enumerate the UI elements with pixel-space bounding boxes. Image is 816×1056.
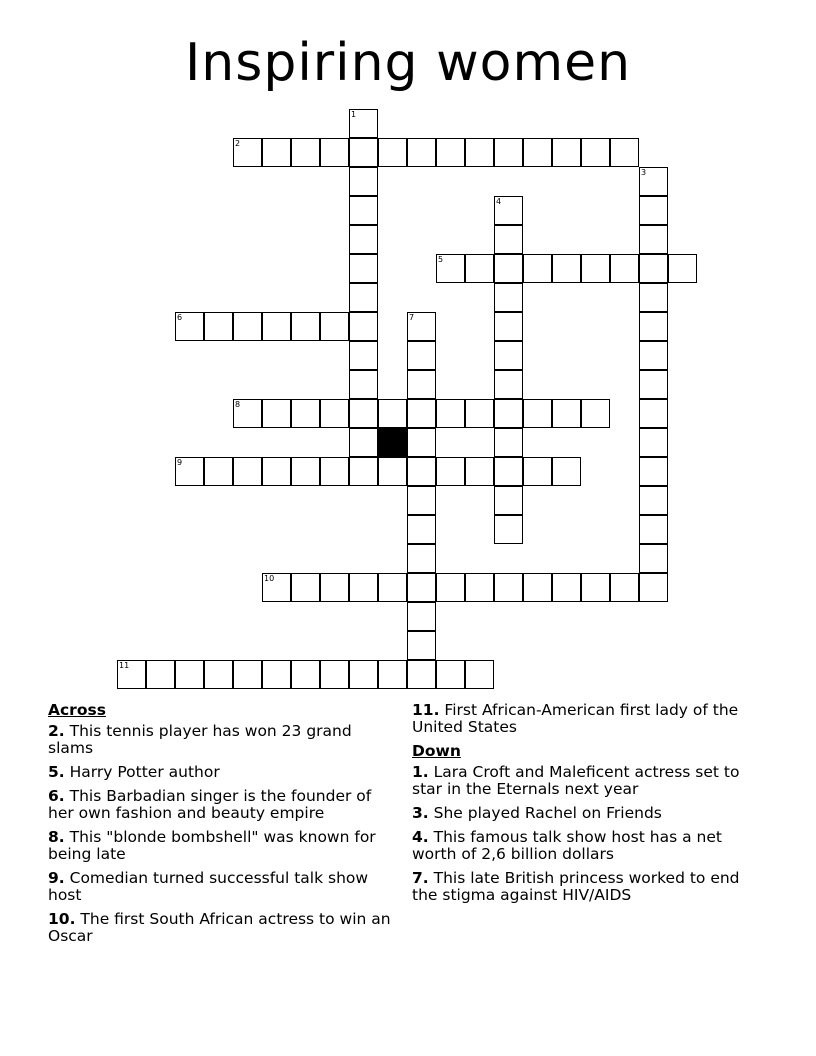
grid-cell[interactable] [639, 254, 668, 283]
grid-cell[interactable] [639, 341, 668, 370]
clue-across-2: 2. This tennis player has won 23 grand slams [48, 722, 352, 757]
grid-cell[interactable] [494, 399, 523, 428]
grid-cell[interactable] [407, 631, 436, 660]
grid-cell[interactable] [552, 399, 581, 428]
grid-cell[interactable] [494, 428, 523, 457]
grid-cell[interactable] [494, 573, 523, 602]
grid-cell[interactable] [639, 428, 668, 457]
grid-cell[interactable] [552, 457, 581, 486]
grid-cell[interactable] [204, 312, 233, 341]
grid-cell[interactable] [436, 457, 465, 486]
clue-text: Harry Potter author [69, 763, 220, 781]
grid-cell[interactable] [639, 167, 668, 196]
cell-number: 3 [641, 168, 647, 177]
cell-number: 11 [119, 661, 130, 670]
grid-cell[interactable] [523, 573, 552, 602]
grid-cell[interactable] [581, 254, 610, 283]
grid-cell[interactable] [291, 660, 320, 689]
grid-cell[interactable] [407, 486, 436, 515]
grid-cell[interactable] [349, 399, 378, 428]
clue-number: 7 [412, 869, 423, 887]
grid-cell[interactable] [349, 196, 378, 225]
grid-cell[interactable] [494, 341, 523, 370]
clue-number: 11 [412, 701, 434, 719]
grid-cell[interactable] [349, 457, 378, 486]
grid-cell[interactable] [320, 399, 349, 428]
clues-right-column [412, 702, 762, 911]
grid-cell[interactable] [349, 138, 378, 167]
grid-cell[interactable] [349, 312, 378, 341]
grid-cell[interactable] [378, 138, 407, 167]
grid-cell[interactable] [610, 573, 639, 602]
grid-cell[interactable] [639, 457, 668, 486]
grid-cell[interactable] [494, 370, 523, 399]
grid-cell[interactable] [610, 138, 639, 167]
grid-cell[interactable] [581, 399, 610, 428]
grid-cell[interactable] [639, 573, 668, 602]
clue-across-10: 10. The first South African actress to win an Oscar [48, 910, 391, 945]
grid-cell[interactable] [639, 515, 668, 544]
grid-cell[interactable] [668, 254, 697, 283]
clue-text: This "blonde bombshell" was known for being late [48, 828, 376, 863]
clue-down-4: 4. This famous talk show host has a net worth of 2,6 billion dollars [412, 828, 722, 863]
grid-cell[interactable] [233, 138, 262, 167]
grid-cell[interactable] [349, 254, 378, 283]
across-heading: Across [48, 701, 106, 719]
clue-down-1: 1. Lara Croft and Maleficent actress set to star in the Eternals next year [412, 763, 740, 798]
grid-cell[interactable] [465, 457, 494, 486]
grid-cell[interactable] [523, 399, 552, 428]
grid-cell[interactable] [610, 254, 639, 283]
grid-cell[interactable] [407, 399, 436, 428]
grid-cell[interactable] [407, 602, 436, 631]
grid-cell[interactable] [233, 399, 262, 428]
grid-cell[interactable] [494, 283, 523, 312]
grid-cell[interactable] [320, 457, 349, 486]
grid-cell[interactable] [494, 138, 523, 167]
grid-cell[interactable] [175, 312, 204, 341]
grid-cell[interactable] [349, 109, 378, 138]
grid-cell[interactable] [639, 544, 668, 573]
grid-cell[interactable] [407, 341, 436, 370]
clue-number: 1 [412, 763, 423, 781]
grid-cell[interactable] [407, 312, 436, 341]
grid-cell[interactable] [436, 254, 465, 283]
grid-cell[interactable] [262, 660, 291, 689]
grid-cell[interactable] [639, 486, 668, 515]
grid-cell[interactable] [262, 138, 291, 167]
clue-number: 9 [48, 869, 59, 887]
grid-cell[interactable] [378, 660, 407, 689]
grid-cell[interactable] [407, 544, 436, 573]
grid-cell[interactable] [581, 573, 610, 602]
grid-cell[interactable] [349, 573, 378, 602]
grid-cell[interactable] [378, 457, 407, 486]
grid-cell[interactable] [465, 660, 494, 689]
clue-number: 2 [48, 722, 59, 740]
clue-number: 6 [48, 787, 59, 805]
clue-across-9: 9. Comedian turned successful talk show host [48, 869, 369, 904]
grid-cell[interactable] [552, 573, 581, 602]
clue-number: 5 [48, 763, 59, 781]
clue-number: 3 [412, 804, 423, 822]
grid-cell[interactable] [233, 457, 262, 486]
grid-cell[interactable] [349, 370, 378, 399]
clue-across-6: 6. This Barbadian singer is the founder of her own fashion and beauty empire [48, 787, 372, 822]
grid-cell[interactable] [233, 660, 262, 689]
grid-cell[interactable] [262, 312, 291, 341]
cell-number: 5 [438, 255, 444, 264]
grid-cell[interactable] [291, 399, 320, 428]
grid-cell[interactable] [494, 457, 523, 486]
grid-cell[interactable] [552, 138, 581, 167]
grid-cell[interactable] [378, 399, 407, 428]
grid-cell[interactable] [523, 457, 552, 486]
grid-cell[interactable] [581, 138, 610, 167]
cell-number: 6 [177, 313, 183, 322]
grid-cell[interactable] [320, 573, 349, 602]
grid-cell[interactable] [494, 486, 523, 515]
grid-cell[interactable] [639, 370, 668, 399]
grid-cell[interactable] [320, 660, 349, 689]
grid-cell[interactable] [523, 138, 552, 167]
clue-number: 10 [48, 910, 70, 928]
grid-cell[interactable] [465, 138, 494, 167]
grid-cell[interactable] [175, 457, 204, 486]
grid-cell[interactable] [407, 457, 436, 486]
down-heading: Down [412, 742, 461, 760]
grid-cell[interactable] [349, 660, 378, 689]
cell-number: 10 [264, 574, 275, 583]
clue-text: First African-American first lady of the United States [412, 701, 739, 736]
grid-cell[interactable] [262, 573, 291, 602]
black-square [378, 428, 407, 457]
clue-across-11: 11. First African-American first lady of the United States [412, 701, 739, 736]
cell-number: 2 [235, 139, 241, 148]
grid-cell[interactable] [349, 428, 378, 457]
cell-number: 4 [496, 197, 502, 206]
grid-cell[interactable] [639, 283, 668, 312]
grid-cell[interactable] [407, 428, 436, 457]
grid-cell[interactable] [349, 283, 378, 312]
cell-number: 1 [351, 110, 357, 119]
grid-cell[interactable] [407, 515, 436, 544]
grid-cell[interactable] [465, 573, 494, 602]
grid-cell[interactable] [204, 660, 233, 689]
cell-number: 7 [409, 313, 415, 322]
clue-across-8: 8. This "blonde bombshell" was known for being late [48, 828, 376, 863]
grid-cell[interactable] [349, 167, 378, 196]
grid-cell[interactable] [639, 312, 668, 341]
grid-cell[interactable] [639, 399, 668, 428]
grid-cell[interactable] [378, 573, 407, 602]
grid-cell[interactable] [262, 457, 291, 486]
grid-cell[interactable] [494, 254, 523, 283]
grid-cell[interactable] [639, 196, 668, 225]
clue-text: This late British princess worked to end the stigma against HIV/AIDS [412, 869, 740, 904]
clue-number: 4 [412, 828, 423, 846]
grid-cell[interactable] [436, 573, 465, 602]
page-title: Inspiring women [184, 33, 632, 93]
clue-number: 8 [48, 828, 59, 846]
grid-cell[interactable] [291, 312, 320, 341]
clue-down-7: 7. This late British princess worked to end the stigma against HIV/AIDS [412, 869, 740, 904]
clue-text: This tennis player has won 23 grand slams [48, 722, 352, 757]
grid-cell[interactable] [117, 660, 146, 689]
grid-cell[interactable] [320, 312, 349, 341]
grid-cell[interactable] [204, 457, 233, 486]
grid-cell[interactable] [291, 457, 320, 486]
grid-cell[interactable] [407, 138, 436, 167]
grid-cell[interactable] [523, 254, 552, 283]
cell-number: 8 [235, 400, 241, 409]
grid-cell[interactable] [291, 573, 320, 602]
grid-cell[interactable] [407, 370, 436, 399]
grid-cell[interactable] [349, 225, 378, 254]
grid-cell[interactable] [494, 515, 523, 544]
grid-cell[interactable] [436, 138, 465, 167]
grid-cell[interactable] [262, 399, 291, 428]
clue-text: This famous talk show host has a net worth of 2,6 billion dollars [412, 828, 722, 863]
cell-number: 9 [177, 458, 183, 467]
grid-cell[interactable] [436, 399, 465, 428]
grid-cell[interactable] [465, 399, 494, 428]
grid-cell[interactable] [465, 254, 494, 283]
clue-text: Lara Croft and Maleficent actress set to star in the Eternals next year [412, 763, 740, 798]
grid-cell[interactable] [320, 138, 349, 167]
clue-across-5: 5. Harry Potter author [48, 763, 220, 781]
grid-cell[interactable] [407, 573, 436, 602]
clue-down-3: 3. She played Rachel on Friends [412, 804, 662, 822]
clue-text: The first South African actress to win an Oscar [48, 910, 391, 945]
grid-cell[interactable] [233, 312, 262, 341]
grid-cell[interactable] [349, 341, 378, 370]
clue-text: This Barbadian singer is the founder of her own fashion and beauty empire [48, 787, 372, 822]
grid-cell[interactable] [552, 254, 581, 283]
grid-cell[interactable] [639, 225, 668, 254]
grid-cell[interactable] [146, 660, 175, 689]
clues-left-column [48, 702, 398, 952]
grid-cell[interactable] [291, 138, 320, 167]
grid-cell[interactable] [494, 225, 523, 254]
grid-cell[interactable] [494, 312, 523, 341]
grid-cell[interactable] [436, 660, 465, 689]
clue-text: Comedian turned successful talk show host [48, 869, 369, 904]
grid-cell[interactable] [494, 196, 523, 225]
grid-cell[interactable] [407, 660, 436, 689]
grid-cell[interactable] [175, 660, 204, 689]
clue-text: She played Rachel on Friends [433, 804, 662, 822]
